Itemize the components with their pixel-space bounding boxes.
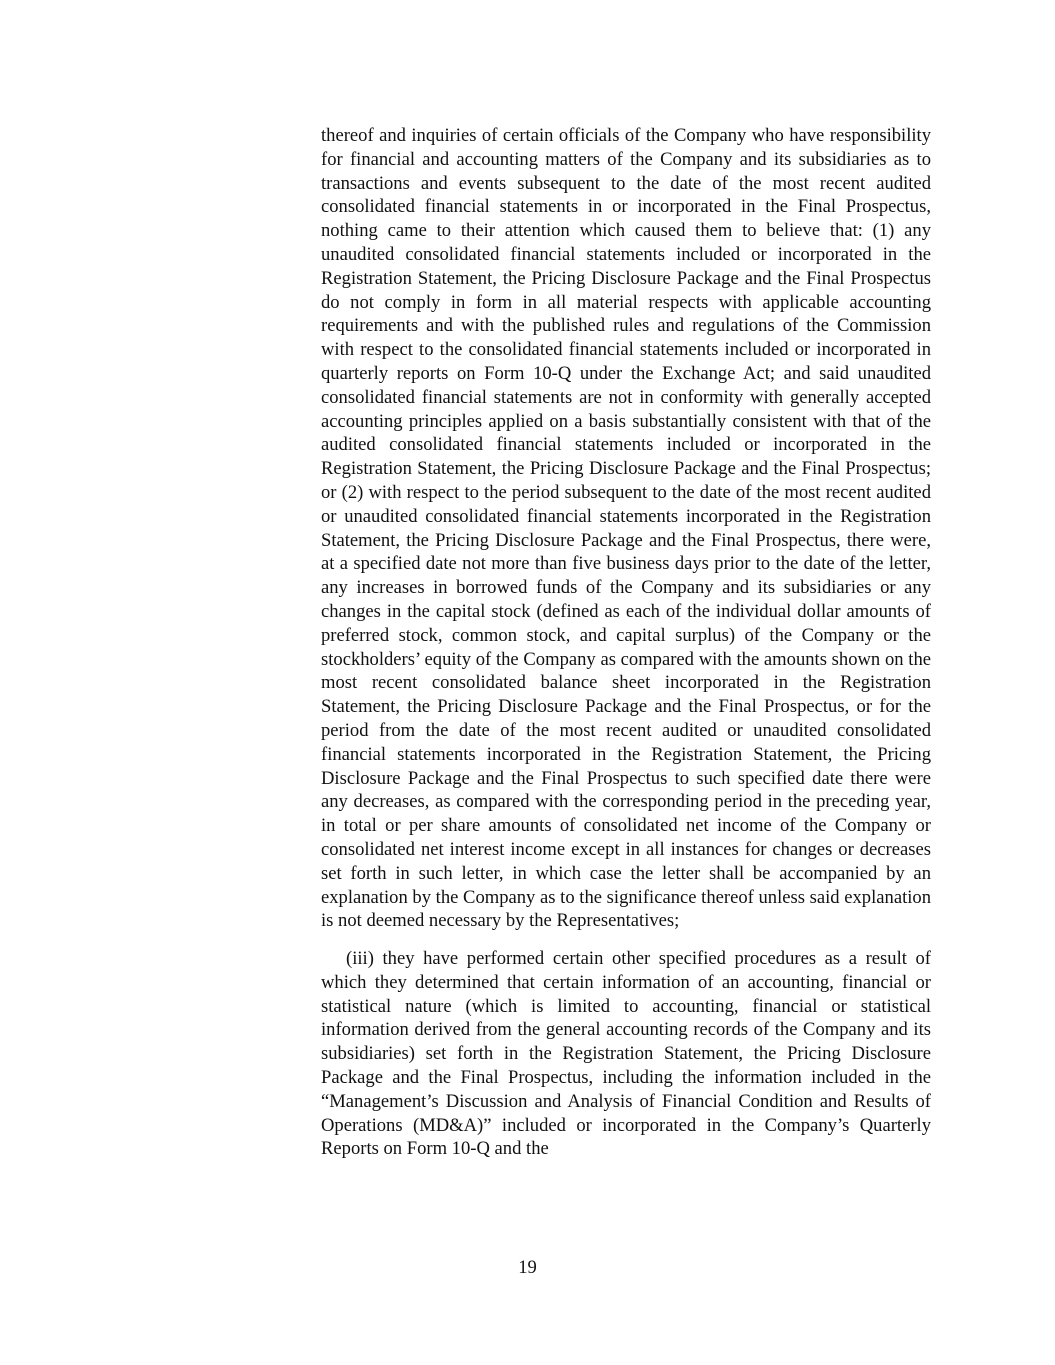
paragraph-continuation: thereof and inquiries of certain officials of the Company who have responsibility for financial and accounting matters of the Company and its subsidiaries as to transactions and events subsequent to the date of the most recent audited consolidated financial statements in or incorporated in the Final Prospectus, nothing came to their attention which caused them to believe that: (1) any unaudited consolidated financial statements included or incorporated in the Registration Statement, the Pricing Disclosure Package and the Final Prospectus do not comply in form in all material respects with applicable accounting requirements and with the published rules and regulations of the Commission with respect to the consolidated financial statements included or incorporated in quarterly reports on Form 10-Q under the Exchange Act; and said unaudited consolidated financial statements are not in conformity with generally accepted accounting principles applied on a basis substantially consistent with that of the audited consolidated financial statements included or incorporated in the Registration Statement, the Pricing Disclosure Package and the Final Prospectus; or (2) with respect to the period subsequent to the date of the most recent audited or unaudited consolidated financial statements incorporated in the Registration Statement, the Pricing Disclosure Package and the Final Prospectus, there were, at a specified date not more than five business days prior to the date of the letter, any increases in borrowed funds of the Company and its subsidiaries or any changes in the capital stock (defined as each of the individual dollar amounts of preferred stock, common stock, and capital surplus) of the Company or the stockholders’ equity of the Company as compared with the amounts shown on the most recent consolidated balance sheet incorporated in the Registration Statement, the Pricing Disclosure Package and the Final Prospectus, or for the period from the date of the most recent audited or unaudited consolidated financial statements incorporated in the Registration Statement, the Pricing Disclosure Package and the Final Prospectus to such specified date there were any decreases, as compared with the corresponding period in the preceding year, in total or per share amounts of consolidated net income of the Company or consolidated net interest income except in all instances for changes or decreases set forth in such letter, in which case the letter shall be accompanied by an explanation by the Company as to the significance thereof unless said explanation is not deemed necessary by the Representatives;: [321, 125, 931, 932]
page-number: 19: [518, 1257, 537, 1278]
paragraph-item-iii: (iii) they have performed certain other specified procedures as a result of which they determined that certain information of an accounting, financial or statistical nature (which is limited to accounting, financial or statistical information derived from the general accounting records of the Company and its subsidiaries) set forth in the Registration Statement, the Pricing Disclosure Package and the Final Prospectus, including the information included in the “Management’s Discussion and Analysis of Financial Condition and Results of Operations (MD&A)” included or incorporated in the Company’s Quarterly Reports on Form 10-Q and the: [321, 948, 931, 1160]
body-text: [321, 124, 931, 1161]
